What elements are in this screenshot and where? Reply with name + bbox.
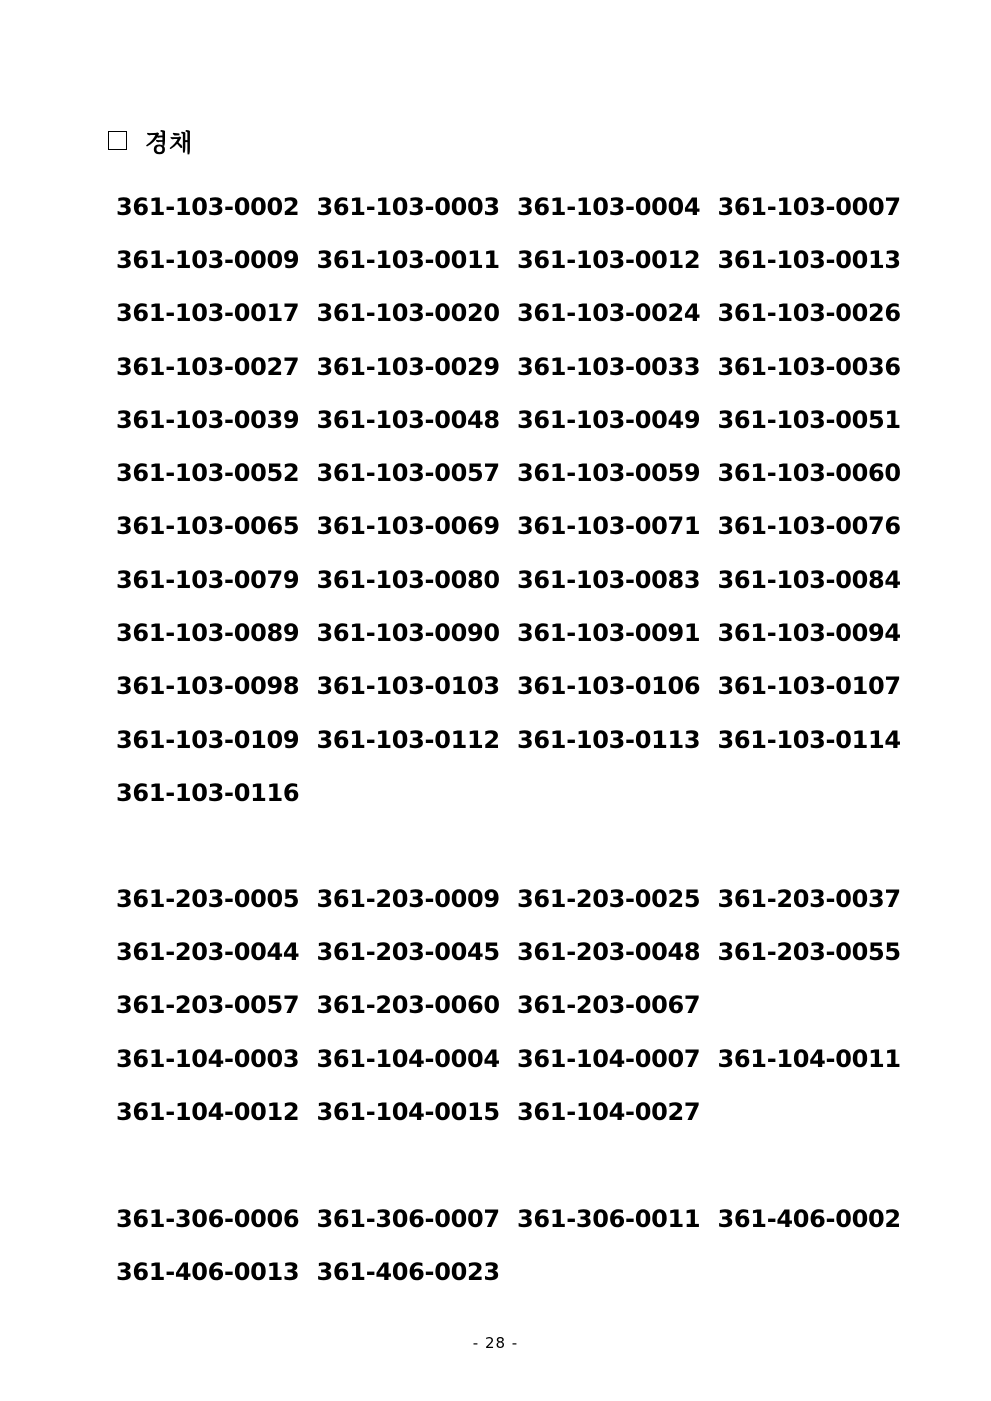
registration-number: 361-103-0029: [316, 352, 500, 381]
registration-number: 361-103-0103: [316, 672, 500, 701]
number-row: [116, 766, 918, 819]
registration-number: 361-103-0020: [316, 299, 500, 328]
number-row: [116, 925, 918, 978]
number-row: [116, 606, 918, 659]
registration-number: 361-103-0109: [116, 725, 300, 754]
registration-number: 361-103-0033: [517, 352, 701, 381]
number-row: [116, 1085, 918, 1138]
registration-number: 361-203-0048: [517, 937, 701, 966]
registration-number: 361-104-0007: [517, 1044, 701, 1073]
registration-number: 361-203-0044: [116, 937, 300, 966]
number-group-3: [116, 1192, 918, 1299]
registration-number: 361-406-0002: [717, 1204, 901, 1233]
page-number: - 28 -: [472, 1334, 519, 1352]
checkbox-square-icon: [108, 131, 127, 150]
number-row: [116, 500, 918, 553]
registration-number: 361-103-0076: [717, 512, 901, 541]
registration-number: 361-103-0009: [116, 245, 300, 274]
registration-number: 361-103-0017: [116, 299, 300, 328]
registration-number: 361-103-0065: [116, 512, 300, 541]
number-row: [116, 287, 918, 340]
number-row: [116, 713, 918, 766]
registration-number: 361-103-0084: [717, 565, 901, 594]
registration-number: 361-103-0007: [717, 192, 901, 221]
number-row: [116, 1192, 918, 1245]
registration-number: 361-104-0011: [717, 1044, 901, 1073]
number-row: [116, 233, 918, 286]
number-row: [116, 979, 918, 1032]
registration-number: 361-306-0011: [517, 1204, 701, 1233]
registration-number: 361-103-0112: [316, 725, 500, 754]
registration-number: 361-306-0007: [316, 1204, 500, 1233]
registration-number: 361-103-0012: [517, 245, 701, 274]
registration-number: 361-203-0060: [316, 991, 500, 1020]
registration-number: 361-103-0052: [116, 459, 300, 488]
number-group-2: [116, 872, 918, 1138]
registration-number: 361-103-0051: [717, 405, 901, 434]
registration-number: 361-103-0049: [517, 405, 701, 434]
registration-number: 361-103-0026: [717, 299, 901, 328]
registration-number: 361-103-0069: [316, 512, 500, 541]
registration-number: 361-104-0012: [116, 1097, 300, 1126]
registration-number: 361-103-0060: [717, 459, 901, 488]
registration-number: 361-203-0005: [116, 884, 300, 913]
registration-number: 361-104-0003: [116, 1044, 300, 1073]
registration-number: 361-103-0094: [717, 619, 901, 648]
number-row: [116, 180, 918, 233]
registration-number: 361-103-0036: [717, 352, 901, 381]
registration-number: 361-203-0055: [717, 937, 901, 966]
registration-number: 361-103-0098: [116, 672, 300, 701]
number-row: [116, 872, 918, 925]
number-row: [116, 660, 918, 713]
registration-number: 361-103-0013: [717, 245, 901, 274]
registration-number: 361-306-0006: [116, 1204, 300, 1233]
registration-number: 361-203-0037: [717, 884, 901, 913]
registration-number: 361-103-0071: [517, 512, 701, 541]
registration-number: 361-203-0067: [517, 991, 701, 1020]
registration-number: 361-103-0057: [316, 459, 500, 488]
number-row: [116, 446, 918, 499]
registration-number: 361-103-0039: [116, 405, 300, 434]
registration-number: 361-103-0113: [517, 725, 701, 754]
registration-number: 361-203-0025: [517, 884, 701, 913]
number-group-1: [116, 180, 918, 820]
registration-number: 361-103-0090: [316, 619, 500, 648]
registration-number: 361-103-0027: [116, 352, 300, 381]
registration-number: 361-203-0045: [316, 937, 500, 966]
number-row: [116, 553, 918, 606]
registration-number: 361-103-0004: [517, 192, 701, 221]
registration-number: 361-103-0059: [517, 459, 701, 488]
section-heading: [108, 122, 193, 158]
registration-number: 361-103-0079: [116, 565, 300, 594]
registration-number: 361-103-0091: [517, 619, 701, 648]
registration-number: 361-406-0023: [316, 1257, 500, 1286]
registration-number: 361-104-0004: [316, 1044, 500, 1073]
registration-number: 361-203-0009: [316, 884, 500, 913]
registration-number: 361-103-0011: [316, 245, 500, 274]
registration-number: 361-103-0116: [116, 778, 300, 807]
registration-number: 361-103-0083: [517, 565, 701, 594]
registration-number: 361-406-0013: [116, 1257, 300, 1286]
registration-number: 361-103-0048: [316, 405, 500, 434]
registration-number: 361-103-0089: [116, 619, 300, 648]
number-row: [116, 1032, 918, 1085]
number-row: [116, 393, 918, 446]
registration-number: 361-103-0114: [717, 725, 901, 754]
registration-number: 361-203-0057: [116, 991, 300, 1020]
registration-number: 361-103-0080: [316, 565, 500, 594]
number-row: [116, 340, 918, 393]
section-title: 경채: [145, 127, 194, 157]
registration-number: 361-103-0003: [316, 192, 500, 221]
registration-number: 361-104-0015: [316, 1097, 500, 1126]
registration-number: 361-103-0107: [717, 672, 901, 701]
number-row: [116, 1245, 918, 1298]
registration-number: 361-103-0002: [116, 192, 300, 221]
registration-number: 361-103-0106: [517, 672, 701, 701]
registration-number: 361-104-0027: [517, 1097, 701, 1126]
registration-number: 361-103-0024: [517, 299, 701, 328]
